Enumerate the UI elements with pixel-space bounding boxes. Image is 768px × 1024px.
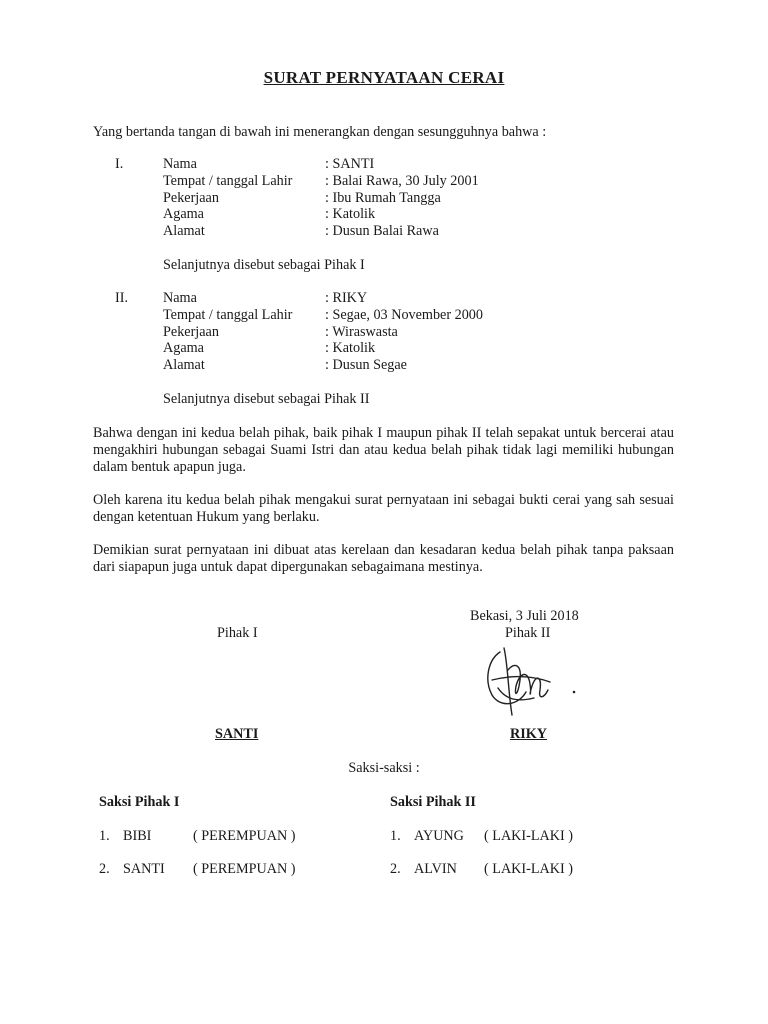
detail-row xyxy=(163,206,479,223)
document-title: SURAT PERNYATAAN CERAI xyxy=(263,68,505,87)
detail-row xyxy=(163,357,483,374)
field-value: : SANTI xyxy=(325,156,375,172)
field-value: : Segae, 03 November 2000 xyxy=(325,306,483,323)
party-1-signature-label: Pihak I xyxy=(217,625,258,641)
field-label: Nama xyxy=(163,290,197,306)
witness-number: 2. xyxy=(99,861,110,877)
place-date: Bekasi, 3 Juli 2018 xyxy=(470,608,579,624)
detail-row xyxy=(163,173,479,190)
field-value: : Katolik xyxy=(325,340,376,357)
witness-entry xyxy=(390,828,573,845)
detail-row xyxy=(163,223,479,240)
witness-gender: ( PEREMPUAN ) xyxy=(193,828,296,844)
handwritten-signature xyxy=(478,640,588,720)
field-label: Tempat / tanggal Lahir xyxy=(163,172,293,189)
witness-entry xyxy=(99,828,295,845)
closing-paragraph: Demikian surat pernyataan ini dibuat atas kerelaan dan kesadaran kedua belah pihak tanpa paksaan dari siapapun juga untuk dapat dipergunakan sebagaimana mestinya. xyxy=(93,542,674,575)
witness-gender: ( LAKI-LAKI ) xyxy=(484,828,574,844)
detail-row xyxy=(163,290,483,307)
witness-gender: ( LAKI-LAKI ) xyxy=(484,861,574,877)
party-number: I. xyxy=(115,156,124,172)
witness-group-2-heading: Saksi Pihak II xyxy=(390,794,476,810)
field-value: : Balai Rawa, 30 July 2001 xyxy=(325,172,479,189)
witness-number: 1. xyxy=(99,828,110,844)
field-label: Pekerjaan xyxy=(163,323,219,340)
field-value: : RIKY xyxy=(325,290,368,306)
witness-name: ALVIN xyxy=(414,861,457,877)
field-label: Alamat xyxy=(163,357,205,374)
witness-entry xyxy=(390,861,573,878)
witnesses-title-text: Saksi-saksi : xyxy=(348,760,420,776)
detail-row xyxy=(163,324,483,341)
witnesses-title xyxy=(0,760,768,777)
field-label: Agama xyxy=(163,340,204,357)
party-1-designation: Selanjutnya disebut sebagai Pihak I xyxy=(163,257,365,273)
witness-group-1-heading: Saksi Pihak I xyxy=(99,794,180,810)
witness-gender: ( PEREMPUAN ) xyxy=(193,861,296,877)
detail-row xyxy=(163,156,479,173)
party-2-details xyxy=(163,290,483,374)
witness-entry xyxy=(99,861,295,878)
field-value: : Ibu Rumah Tangga xyxy=(325,189,441,206)
witness-name: BIBI xyxy=(123,828,152,844)
party-2-designation: Selanjutnya disebut sebagai Pihak II xyxy=(163,391,370,407)
field-value: : Dusun Balai Rawa xyxy=(325,223,439,240)
witness-name: AYUNG xyxy=(414,828,464,844)
field-value: : Wiraswasta xyxy=(325,323,398,340)
witness-name: SANTI xyxy=(123,861,165,877)
field-label: Nama xyxy=(163,156,197,172)
party-number: II. xyxy=(115,290,128,306)
field-value: : Dusun Segae xyxy=(325,357,407,374)
witness-number: 2. xyxy=(390,861,401,877)
detail-row xyxy=(163,307,483,324)
field-label: Pekerjaan xyxy=(163,189,219,206)
detail-row xyxy=(163,340,483,357)
field-value: : Katolik xyxy=(325,206,376,223)
witness-number: 1. xyxy=(390,828,401,844)
agreement-paragraph: Bahwa dengan ini kedua belah pihak, baik pihak I maupun pihak II telah sepakat untuk bercerai atau mengakhiri hubungan sebagai Suami Istri dan atau kedua belah pihak tidak lagi memiliki hubungan dalam bentuk apapun juga. xyxy=(93,425,674,475)
field-label: Agama xyxy=(163,206,204,223)
party-2-signature-label: Pihak II xyxy=(505,625,551,641)
opening-statement: Yang bertanda tangan di bawah ini menerangkan dengan sesungguhnya bahwa : xyxy=(93,124,547,140)
field-label: Alamat xyxy=(163,223,205,240)
acknowledgement-paragraph: Oleh karena itu kedua belah pihak mengakui surat pernyataan ini sebagai bukti cerai yang sah sesuai dengan ketentuan Hukum yang berlaku. xyxy=(93,492,674,525)
detail-row xyxy=(163,190,479,207)
party-2-signature-name: RIKY xyxy=(510,726,548,742)
party-1-signature-name: SANTI xyxy=(215,726,259,742)
party-1-details xyxy=(163,156,479,240)
field-label: Tempat / tanggal Lahir xyxy=(163,306,293,323)
